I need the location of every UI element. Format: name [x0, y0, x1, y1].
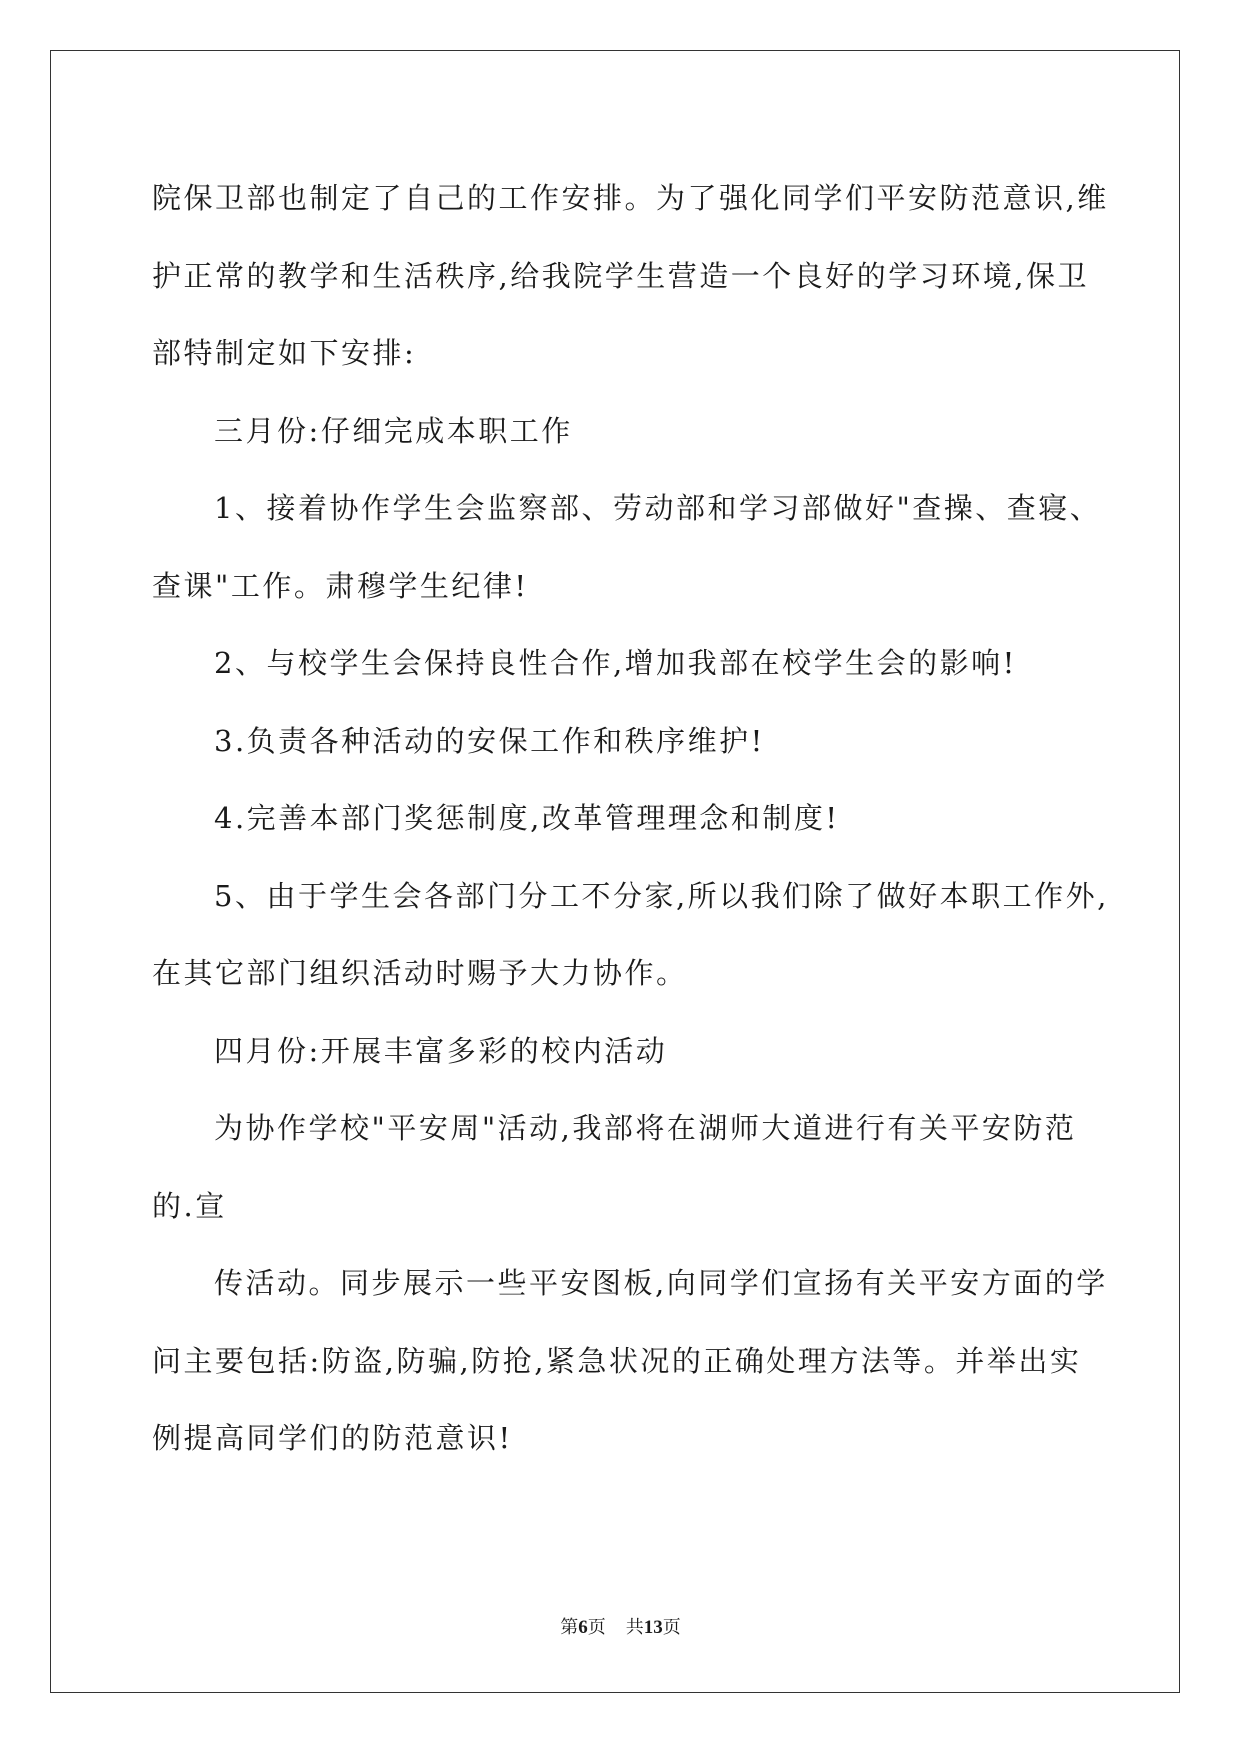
list-item: 1、接着协作学生会监察部、劳动部和学习部做好"查操、查寝、: [214, 491, 1102, 525]
text-line: 护正常的教学和生活秩序,给我院学生营造一个良好的学习环境,保卫: [152, 258, 1089, 293]
total-prefix: 共: [625, 1617, 644, 1638]
total-pages: 13: [643, 1617, 663, 1638]
total-suffix: 页: [662, 1617, 681, 1638]
list-item: 5、由于学生会各部门分工不分家,所以我们除了做好本职工作外,: [214, 878, 1109, 913]
page-prefix: 第: [560, 1617, 579, 1638]
list-item: 2、与校学生会保持良性合作,增加我部在校学生会的影响!: [214, 646, 1017, 680]
text-line: 查课"工作。肃穆学生纪律!: [152, 568, 529, 603]
section-heading-april: 四月份:开展丰富多彩的校内活动: [214, 1033, 668, 1068]
page-suffix: 页: [587, 1617, 606, 1638]
page-number: 6: [578, 1617, 588, 1638]
section-heading-march: 三月份:仔细完成本职工作: [214, 413, 573, 448]
text-line: 在其它部门组织活动时赐予大力协作。: [152, 956, 688, 990]
text-line: 例提高同学们的防范意识!: [152, 1421, 513, 1455]
list-item: 4.完善本部门奖惩制度,改革管理理念和制度!: [214, 801, 840, 835]
document-body: [152, 160, 1109, 1478]
paragraph-line: 为协作学校"平安周"活动,我部将在湖师大道进行有关平安防范: [214, 1111, 1077, 1145]
text-line: 的.宣: [152, 1188, 227, 1223]
text-line: 部特制定如下安排:: [152, 336, 417, 370]
paragraph-line: 传活动。同步展示一些平安图板,向同学们宣扬有关平安方面的学: [214, 1266, 1108, 1300]
list-item: 3.负责各种活动的安保工作和秩序维护!: [214, 723, 765, 758]
text-line: 问主要包括:防盗,防骗,防抢,紧急状况的正确处理方法等。并举出实: [152, 1343, 1082, 1378]
text-line: 院保卫部也制定了自己的工作安排。为了强化同学们平安防范意识,维: [152, 181, 1109, 215]
page-footer: [0, 1613, 1241, 1639]
